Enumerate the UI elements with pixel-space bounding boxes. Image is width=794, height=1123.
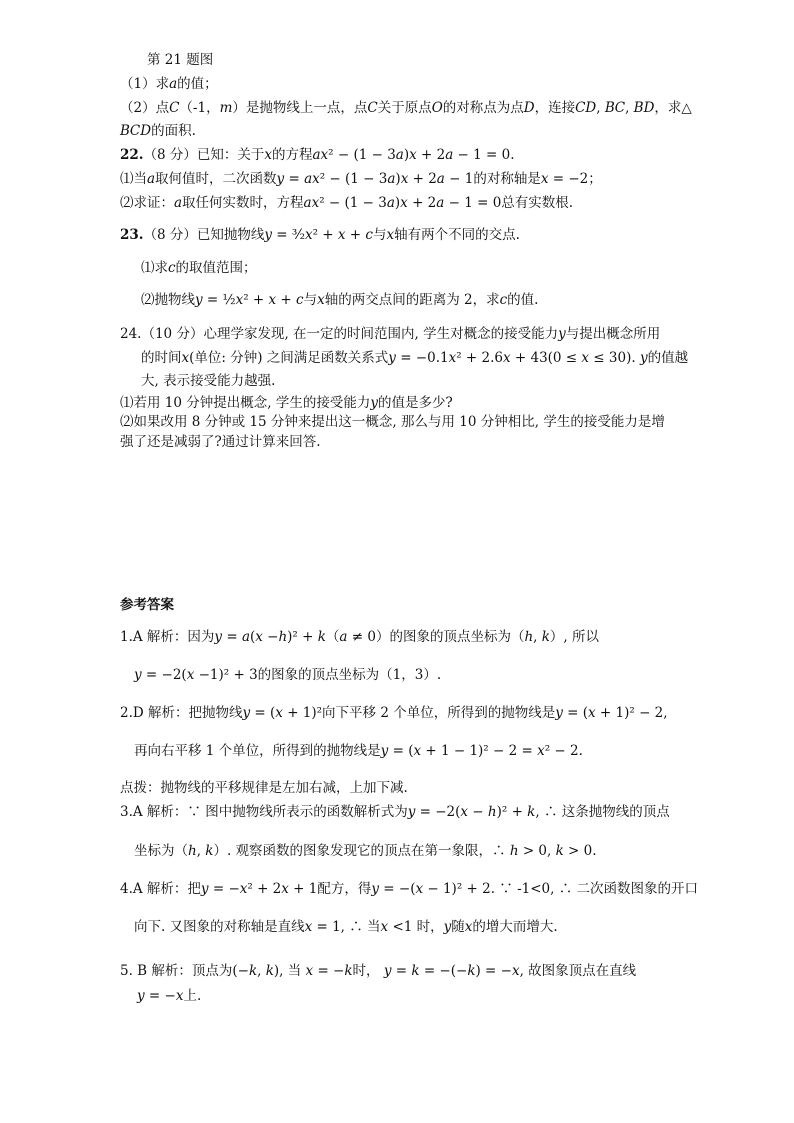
answer-3-line1: 3.A 解析：∵ 图中抛物线所表示的函数解析式为𝑦 = −2(𝑥 − ℎ)² + 𝑘, ∴ 这条抛物线的顶点 — [120, 804, 670, 820]
q21-part2-line2: 𝐵𝐶𝐷的面积. — [120, 123, 196, 139]
answer-5-line1: 5. B 解析：顶点为(−𝑘, 𝑘), 当 𝑥 = −𝑘时， 𝑦 = 𝑘 = −(−𝑘) = −𝑥, 故图象顶点在直线 — [120, 963, 637, 979]
q23-stem-line — [120, 226, 520, 246]
answer-1-line1: 1.A 解析：因为𝑦 = 𝑎(𝑥 −ℎ)² + 𝑘（𝑎 ≠ 0）的图象的顶点坐标为（ℎ, 𝑘）, 所以 — [120, 629, 599, 645]
q23-stem: （8 分）已知抛物线𝑦 = ³⁄₂𝑥² + 𝑥 + 𝑐与𝑥轴有两个不同的交点. — [143, 227, 520, 243]
answer-4-line1: 4.A 解析：把𝑦 = −𝑥² + 2𝑥 + 1配方，得𝑦 = −(𝑥 − 1)² + 2. ∵ -1<0, ∴ 二次函数图象的开口 — [120, 881, 699, 897]
q22-part2: ⑵求证：𝑎取任何实数时，方程𝑎𝑥² − (1 − 3𝑎)𝑥 + 2𝑎 − 1 = 0总有实数根. — [120, 195, 574, 211]
answer-3-line2: 坐标为（ℎ, 𝑘）. 观察函数的图象发现它的顶点在第一象限，∴ ℎ > 0, 𝑘 > 0. — [134, 843, 597, 859]
q24-part2-line1: ⑵如果改用 8 分钟或 15 分钟来提出这一概念, 那么与用 10 分钟相比, 学生的接受能力是增 — [120, 414, 665, 430]
q22-number: 22. — [120, 147, 144, 163]
answer-2-line2: 再向右平移 1 个单位，所得到的抛物线是𝑦 = (𝑥 + 1 − 1)² − 2 = 𝑥² − 2. — [134, 743, 583, 759]
answers-heading: 参考答案 — [120, 597, 174, 613]
q24-line2: 的时间𝑥(单位: 分钟) 之间满足函数关系式𝑦 = −0.1𝑥² + 2.6𝑥 + 43(0 ≤ 𝑥 ≤ 30). 𝑦的值越 — [141, 350, 689, 366]
q22-stem: （8 分）已知：关于𝑥的方程𝑎𝑥² − (1 − 3𝑎)𝑥 + 2𝑎 − 1 = 0. — [143, 147, 515, 163]
answer-5-line2: 𝑦 = −𝑥上. — [137, 988, 202, 1004]
q23-part1: ⑴求𝑐的取值范围； — [141, 260, 257, 276]
q24-part2-line2: 强了还是减弱了?通过计算来回答. — [120, 434, 321, 450]
answer-2-note: 点拨：抛物线的平移规律是左加右减，上加下减. — [120, 780, 408, 796]
q22-part1: ⑴当𝑎取何值时，二次函数𝑦 = 𝑎𝑥² − (1 − 3𝑎)𝑥 + 2𝑎 − 1的对称轴是𝑥 = −2； — [120, 171, 602, 187]
q23-number: 23. — [120, 227, 144, 243]
q24-line1: 24.（10 分）心理学家发现, 在一定的时间范围内, 学生对概念的接受能力𝑦与提出概念所用 — [120, 326, 661, 342]
q24-line3: 大, 表示接受能力越强. — [141, 373, 276, 389]
figure-caption: 第 21 题图 — [147, 52, 214, 68]
answer-2-line1: 2.D 解析：把抛物线𝑦 = (𝑥 + 1)²向下平移 2 个单位，所得到的抛物线是𝑦 = (𝑥 + 1)² − 2, — [120, 705, 668, 721]
answer-4-line2: 向下. 又图象的对称轴是直线𝑥 = 1, ∴ 当𝑥 <1 时，𝑦随𝑥的增大而增大. — [134, 919, 558, 935]
q24-part1: ⑴若用 10 分钟提出概念, 学生的接受能力𝑦的值是多少? — [120, 395, 453, 411]
q21-part2-line1: （2）点𝐶（-1，𝑚）是抛物线上一点，点𝐶关于原点𝑂的对称点为点𝐷，连接𝐶𝐷, 𝐵𝐶, 𝐵𝐷，求△ — [120, 100, 692, 116]
q21-part1: （1）求𝑎的值； — [120, 76, 218, 92]
q22-stem-line — [120, 146, 515, 166]
answer-1-line2: 𝑦 = −2(𝑥 −1)² + 3的图象的顶点坐标为（1，3）. — [134, 667, 442, 683]
q23-part2: ⑵抛物线𝑦 = ½𝑥² + 𝑥 + 𝑐与𝑥轴的两交点间的距离为 2，求𝑐的值. — [141, 292, 539, 308]
